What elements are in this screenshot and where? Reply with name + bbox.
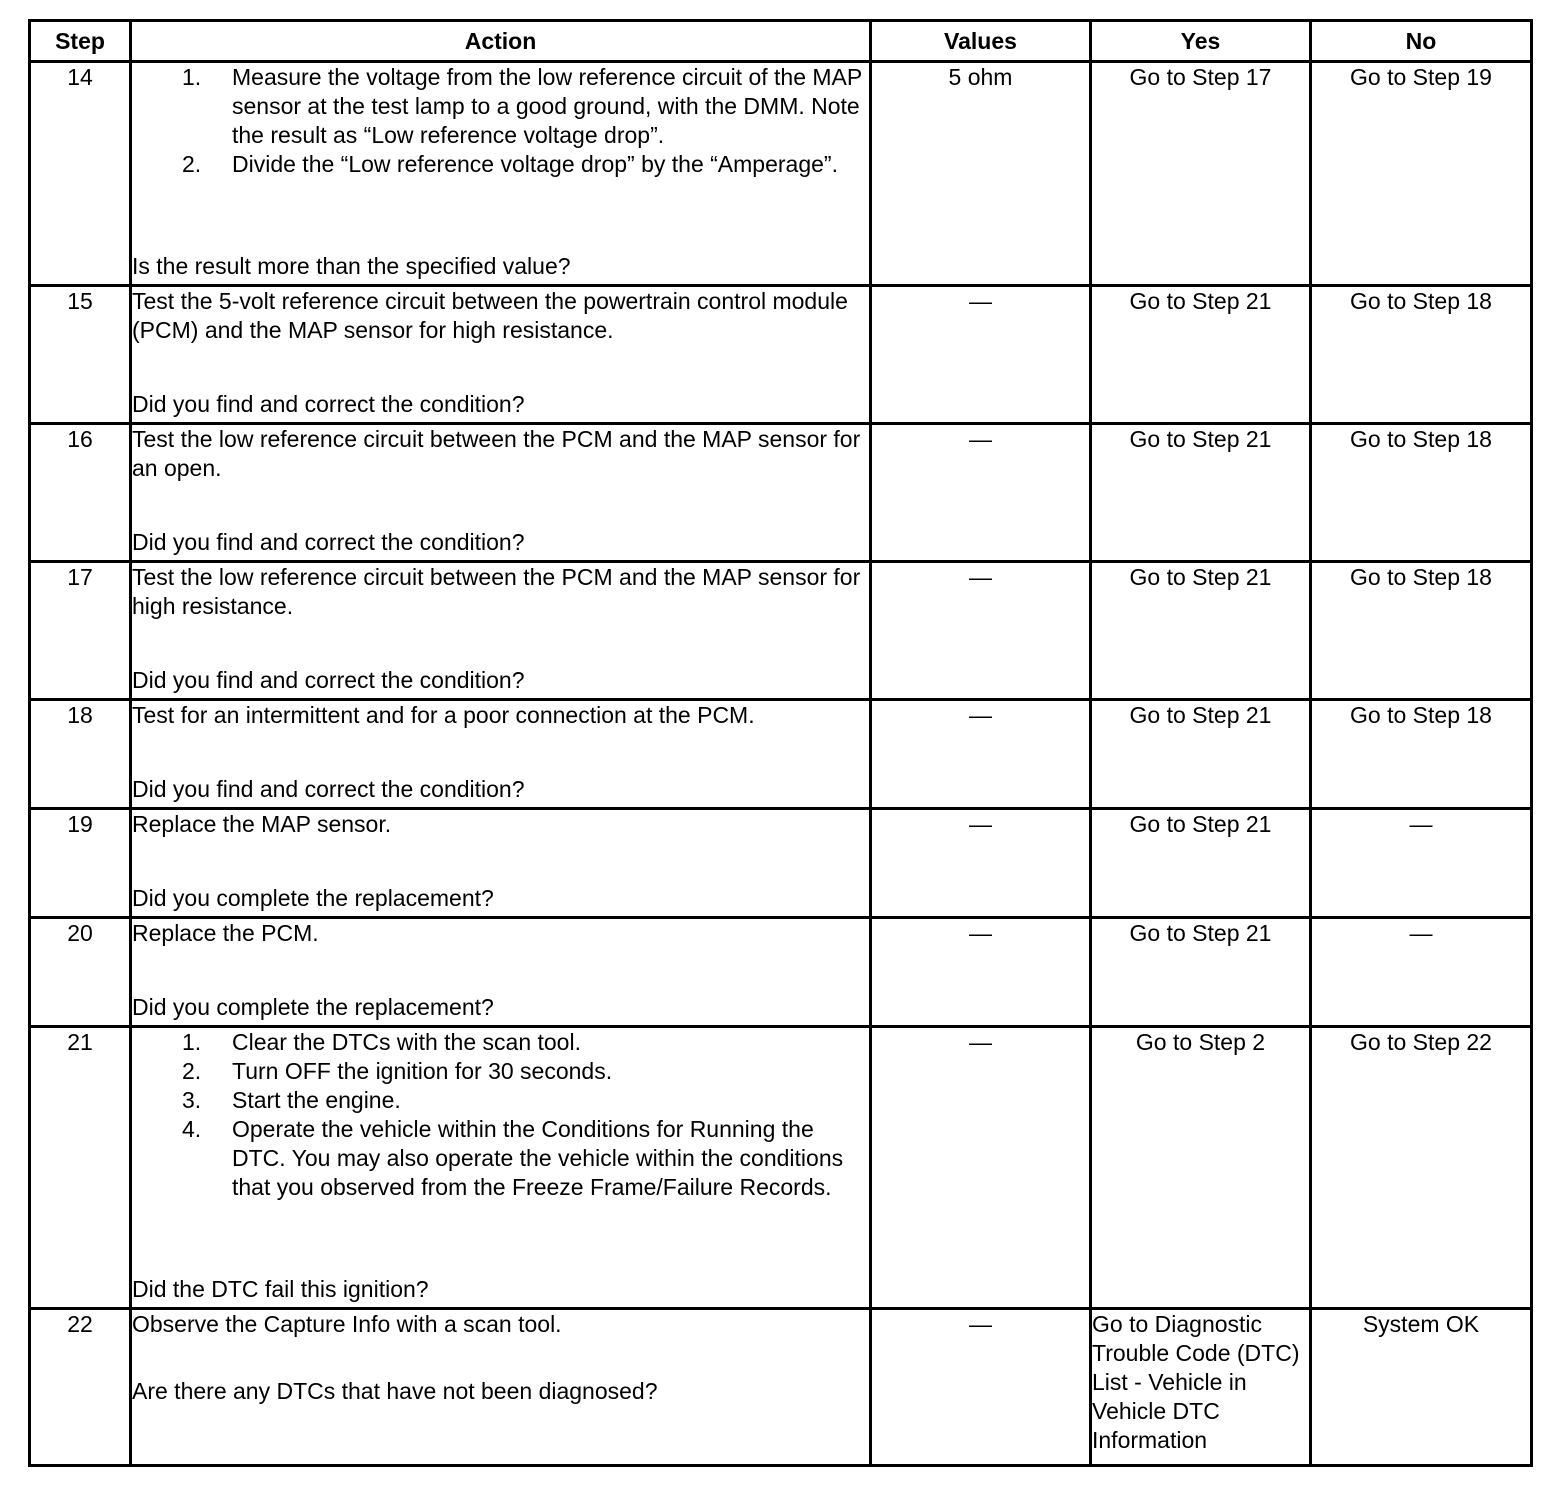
yes-cell: Go to Diagnostic Trouble Code (DTC) List - Vehicle in Vehicle DTC Information (1091, 1309, 1311, 1466)
action-question: Did you find and correct the condition? (132, 776, 525, 802)
value-cell: — (871, 1027, 1091, 1309)
table-row (30, 286, 1532, 424)
yes-cell: Go to Step 21 (1091, 918, 1311, 1027)
action-cell (131, 809, 871, 918)
action-question: Did you find and correct the condition? (132, 667, 525, 693)
action-question: Is the result more than the specified value? (132, 253, 571, 279)
list-item: 1. Measure the voltage from the low reference circuit of the MAP sensor at the test lamp to a good ground, with the DMM. Note the result as “Low reference voltage drop”. (182, 64, 862, 148)
no-cell: Go to Step 18 (1311, 424, 1532, 562)
header-no: No (1311, 21, 1532, 62)
diagnostic-table (28, 19, 1533, 1467)
no-cell: Go to Step 19 (1311, 62, 1532, 286)
yes-cell: Go to Step 21 (1091, 424, 1311, 562)
action-cell (131, 1027, 871, 1309)
action-cell (131, 918, 871, 1027)
table-row (30, 1027, 1532, 1309)
header-action: Action (131, 21, 871, 62)
value-cell: — (871, 809, 1091, 918)
value-cell: — (871, 1309, 1091, 1466)
value-cell: 5 ohm (871, 62, 1091, 286)
action-cell (131, 62, 871, 286)
list-item: 4. Operate the vehicle within the Conditions for Running the DTC. You may also operate the vehicle within the conditions that you observed from the Freeze Frame/Failure Records. (182, 1116, 844, 1200)
no-cell: Go to Step 22 (1311, 1027, 1532, 1309)
yes-cell: Go to Step 21 (1091, 562, 1311, 700)
action-text: Observe the Capture Info with a scan tool. (132, 1311, 562, 1337)
action-question: Did you complete the replacement? (132, 994, 494, 1020)
table-row (30, 918, 1532, 1027)
action-question: Did the DTC fail this ignition? (132, 1276, 429, 1302)
action-text: Test the low reference circuit between the PCM and the MAP sensor for an open. (132, 426, 861, 481)
step-number: 21 (30, 1027, 131, 1309)
step-number: 15 (30, 286, 131, 424)
yes-cell: Go to Step 17 (1091, 62, 1311, 286)
table-row (30, 62, 1532, 286)
action-question: Did you find and correct the condition? (132, 391, 525, 417)
value-cell: — (871, 918, 1091, 1027)
yes-cell: Go to Step 21 (1091, 809, 1311, 918)
no-cell: Go to Step 18 (1311, 286, 1532, 424)
no-cell: Go to Step 18 (1311, 562, 1532, 700)
action-question: Did you find and correct the condition? (132, 529, 525, 555)
table-row (30, 700, 1532, 809)
value-cell: — (871, 562, 1091, 700)
action-cell (131, 1309, 871, 1466)
yes-cell: Go to Step 21 (1091, 700, 1311, 809)
step-number: 18 (30, 700, 131, 809)
action-question: Did you complete the replacement? (132, 885, 494, 911)
action-text: Test the 5-volt reference circuit between the powertrain control module (PCM) and the MAP sensor for high resistance. (132, 288, 848, 343)
value-cell: — (871, 700, 1091, 809)
header-row (30, 21, 1532, 62)
yes-cell: Go to Step 2 (1091, 1027, 1311, 1309)
table-row (30, 562, 1532, 700)
step-number: 20 (30, 918, 131, 1027)
action-cell (131, 286, 871, 424)
no-cell: Go to Step 18 (1311, 700, 1532, 809)
list-item: 2. Divide the “Low reference voltage drop” by the “Amperage”. (182, 151, 838, 177)
action-text: Test for an intermittent and for a poor connection at the PCM. (132, 702, 755, 728)
table-row (30, 809, 1532, 918)
list-item: 1. Clear the DTCs with the scan tool. (182, 1029, 581, 1055)
yes-cell: Go to Step 21 (1091, 286, 1311, 424)
action-cell (131, 424, 871, 562)
action-text: Replace the MAP sensor. (132, 811, 392, 837)
action-list (132, 63, 869, 179)
step-number: 19 (30, 809, 131, 918)
list-item: 3. Start the engine. (182, 1087, 401, 1113)
action-list (132, 1028, 869, 1202)
step-number: 16 (30, 424, 131, 562)
step-number: 14 (30, 62, 131, 286)
action-text: Test the low reference circuit between the PCM and the MAP sensor for high resistance. (132, 564, 861, 619)
list-item: 2. Turn OFF the ignition for 30 seconds. (182, 1058, 613, 1084)
header-values: Values (871, 21, 1091, 62)
value-cell: — (871, 424, 1091, 562)
action-question: Are there any DTCs that have not been diagnosed? (132, 1378, 658, 1404)
no-cell: — (1311, 809, 1532, 918)
header-yes: Yes (1091, 21, 1311, 62)
value-cell: — (871, 286, 1091, 424)
action-cell (131, 562, 871, 700)
action-text: Replace the PCM. (132, 920, 319, 946)
no-cell: — (1311, 918, 1532, 1027)
no-cell: System OK (1311, 1309, 1532, 1466)
table-row (30, 1309, 1532, 1466)
table-row (30, 424, 1532, 562)
header-step: Step (30, 21, 131, 62)
step-number: 17 (30, 562, 131, 700)
step-number: 22 (30, 1309, 131, 1466)
action-cell (131, 700, 871, 809)
